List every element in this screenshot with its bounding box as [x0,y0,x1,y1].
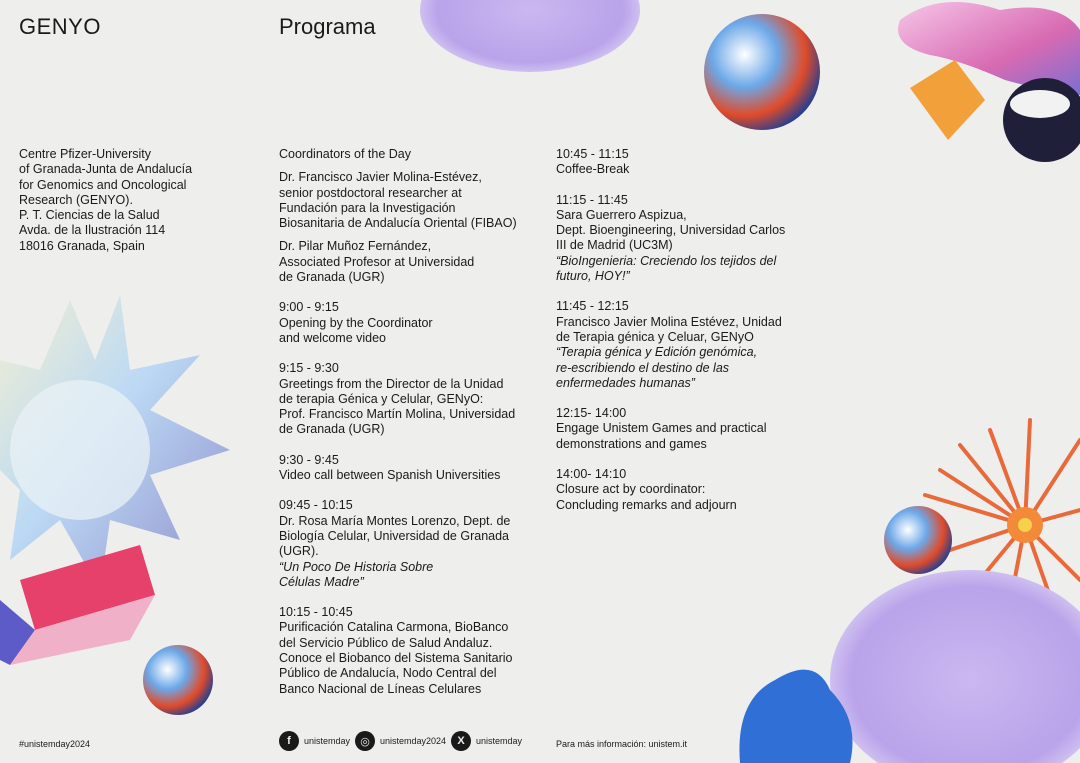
program-column-1 [279,147,534,712]
program-block [279,498,534,590]
address-line: Research (GENYO). [19,192,133,207]
program-block [279,605,534,697]
program-text: Concluding remarks and adjourn [556,497,737,512]
bubble-bottom-left [143,645,213,715]
program-text: Purificación Catalina Carmona, BioBanco [279,620,509,635]
program-text: de Granada (UGR) [279,422,385,437]
program-text: Células Madre” [279,574,364,589]
time-slot: 9:30 - 9:45 [279,452,339,467]
program-text: Greetings from the Director de la Unidad [279,376,504,391]
program-text: demonstrations and games [556,436,707,451]
time-slot: 9:00 - 9:15 [279,300,339,315]
instagram-link[interactable] [355,731,446,751]
program-text: Coordinators of the Day [279,147,412,161]
program-text: re-escribiendo el destino de las [556,360,730,375]
address-line: P. T. Ciencias de la Salud [19,208,160,223]
program-text: de Granada (UGR) [279,270,385,285]
bubble-right [884,506,952,574]
program-block [556,147,806,178]
program-block [556,193,806,285]
program-block [279,239,534,285]
program-block [279,453,534,484]
program-block [279,147,534,162]
program-column-2 [556,147,806,528]
program-text: “Un Poco De Historia Sobre [279,559,434,574]
address-line: Avda. de la Ilustración 114 [19,223,166,238]
program-text: Prof. Francisco Martín Molina, Universidad [279,407,516,422]
program-text: senior postdoctoral researcher at [279,185,462,200]
bubble-top [704,14,820,130]
program-text: Engage Unistem Games and practical [556,421,767,436]
program-block [556,406,806,452]
time-slot: 11:45 - 12:15 [556,299,629,314]
program-text: Coffee-Break [556,162,630,177]
program-text: Associated Profesor at Universidad [279,254,475,269]
program-text: Biología Celular, Universidad de Granada [279,528,509,543]
fluff-ball-bottom [830,570,1080,763]
program-text: futuro, HOY!” [556,269,630,284]
program-text: “BioIngenieria: Creciendo los tejidos del [556,253,777,268]
program-block [279,361,534,437]
x-handle: unistemday [476,736,523,746]
program-text: de Terapia génica y Celuar, GENyO [556,329,754,344]
program-text: Conoce el Biobanco del Sistema Sanitario [279,651,513,666]
address-block [19,147,219,254]
program-text: de terapia Génica y Celular, GENyO: [279,391,484,406]
program-block [279,170,534,231]
program-text: del Servicio Público de Salud Andaluz. [279,635,493,650]
time-slot: 9:15 - 9:30 [279,361,339,376]
program-text: Dr. Rosa María Montes Lorenzo, Dept. de [279,513,511,528]
address-line: 18016 Granada, Spain [19,238,145,253]
time-slot: 09:45 - 10:15 [279,498,353,513]
facebook-icon: f [279,731,299,751]
more-info-text: Para más información: unistem.it [556,739,688,749]
time-slot: 12:15- 14:00 [556,406,627,421]
x-icon: X [451,731,471,751]
program-text: Sara Guerrero Aspizua, [556,207,687,222]
page-title: Programa [279,14,376,39]
crystal-star [0,295,230,590]
program-block [556,467,806,513]
address-line: of Granada-Junta de Andalucía [19,162,193,177]
facebook-handle: unistemday [304,736,351,746]
program-text: III de Madrid (UC3M) [556,238,673,253]
address-line: Centre Pfizer-University [19,147,151,161]
address-line: for Genomics and Oncological [19,177,187,192]
program-block [556,299,806,391]
time-slot: 10:15 - 10:45 [279,605,353,620]
program-text: Opening by the Coordinator [279,315,433,330]
program-text: (UGR). [279,544,319,559]
facebook-link[interactable] [279,731,350,751]
program-text: enfermedades humanas” [556,375,695,390]
program-text: Dr. Pilar Muñoz Fernández, [279,239,432,254]
program-text: Banco Nacional de Líneas Celulares [279,681,482,696]
instagram-icon: ◎ [355,731,375,751]
program-text: “Terapia génica y Edición genómica, [556,345,758,360]
time-slot: 14:00- 14:10 [556,467,627,482]
hashtag: #unistemday2024 [19,739,91,749]
program-text: Público de Andalucía, Nodo Central del [279,666,497,681]
orange-diamond [910,60,985,140]
x-link[interactable] [451,731,522,751]
program-text: Closure act by coordinator: [556,482,706,497]
pink-block [0,545,155,665]
program-block [279,300,534,346]
program-text: and welcome video [279,330,387,345]
program-text: Video call between Spanish Universities [279,468,501,483]
time-slot: 11:15 - 11:45 [556,192,628,207]
instagram-handle: unistemday2024 [380,736,447,746]
program-text: Francisco Javier Molina Estévez, Unidad [556,314,782,329]
genyo-logo: GENYO [19,14,101,39]
program-text: Biosanitaria de Andalucía Oriental (FIBAO) [279,216,517,231]
program-text: Dept. Bioengineering, Universidad Carlos [556,223,786,238]
program-text: Fundación para la Investigación [279,200,456,215]
time-slot: 10:45 - 11:15 [556,147,629,161]
fluff-ball-top [420,0,640,72]
program-text: Dr. Francisco Javier Molina-Estévez, [279,170,482,185]
